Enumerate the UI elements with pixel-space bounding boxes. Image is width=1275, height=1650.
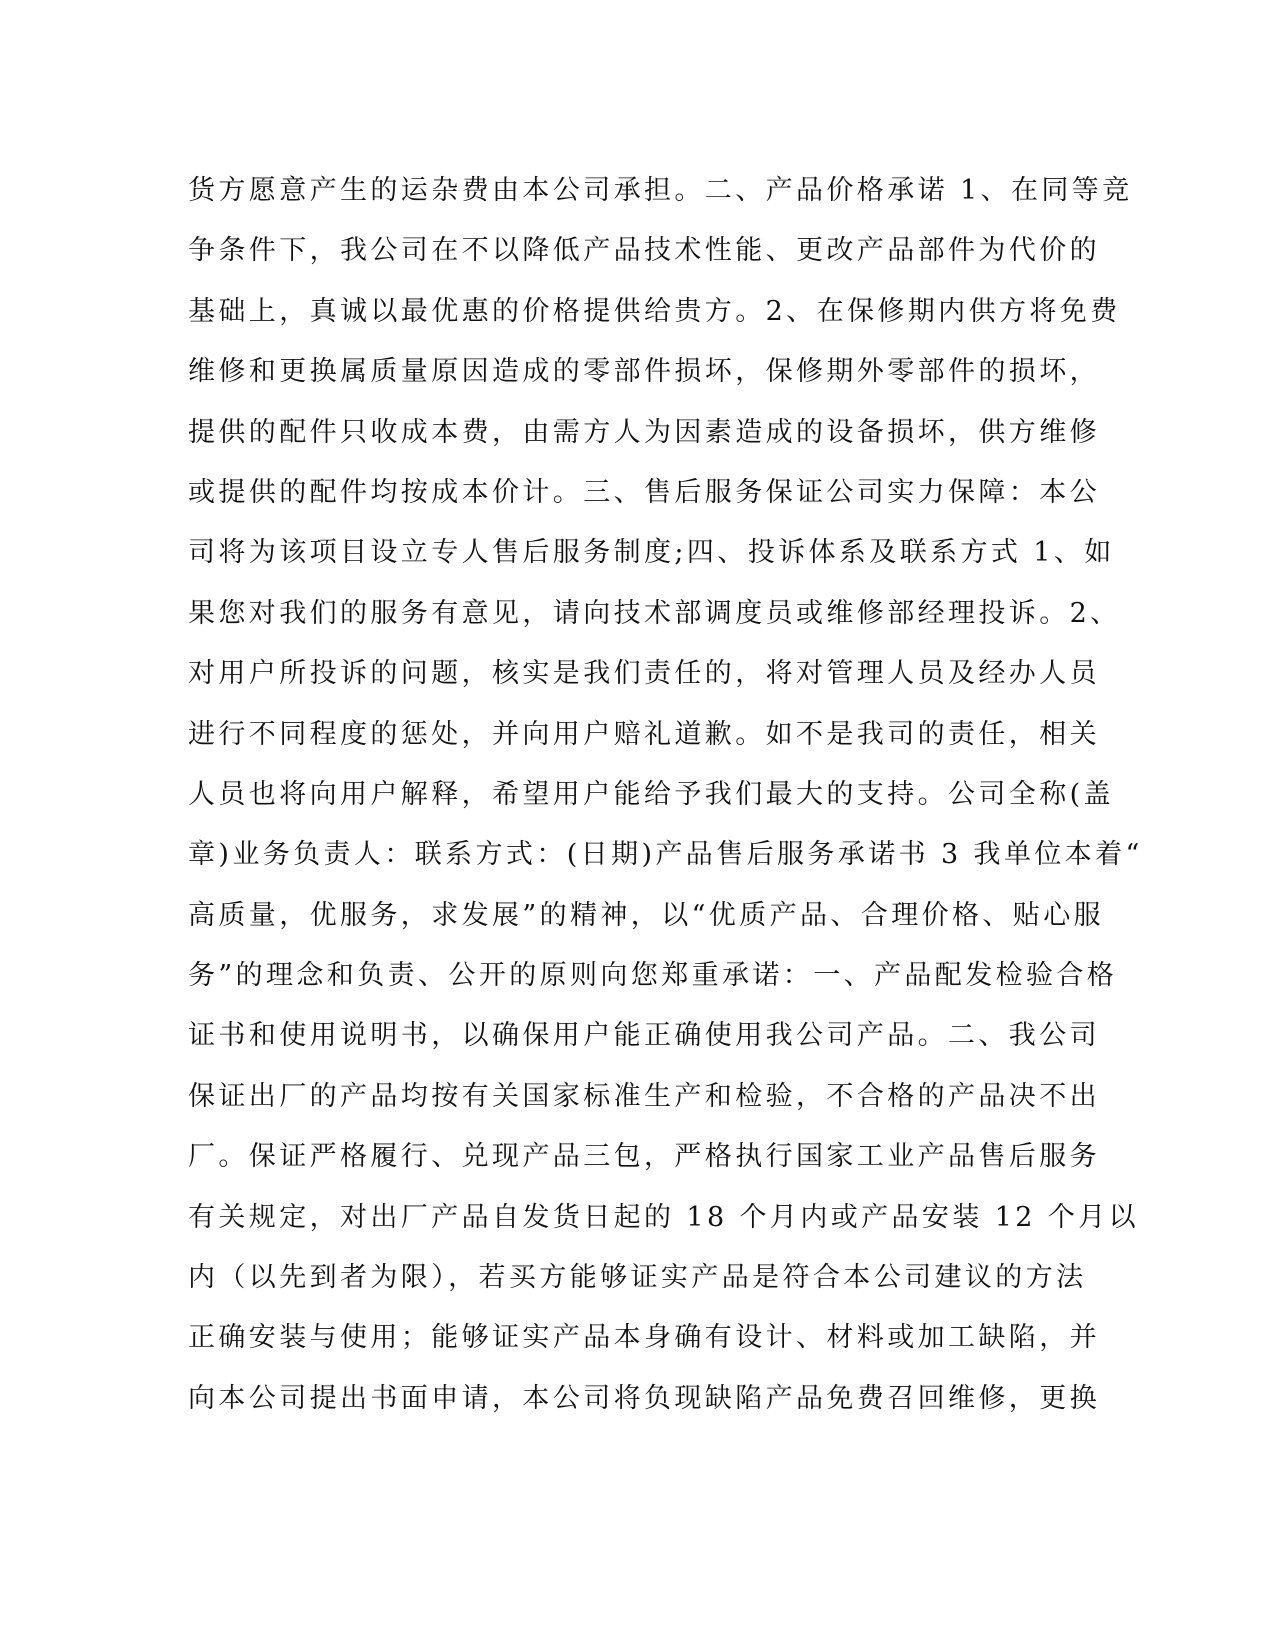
text-line: 司将为该项目设立专人售后服务制度;四、投诉体系及联系方式 1、如 bbox=[188, 537, 1115, 569]
text-line: 货方愿意产生的运杂费由本公司承担。二、产品价格承诺 1、在同等竞 bbox=[188, 175, 1133, 206]
text-line: 提供的配件只收成本费，由需方人为因素造成的设备损坏，供方维修 bbox=[188, 416, 1100, 448]
text-line: 章)业务负责人：联系方式：(日期)产品售后服务承诺书 3 我单位本着“ bbox=[188, 839, 1143, 871]
text-line: 或提供的配件均按成本价计。三、售后服务保证公司实力保障：本公 bbox=[188, 476, 1100, 508]
text-line: 正确安装与使用；能够证实产品本身确有设计、材料或加工缺陷，并 bbox=[188, 1322, 1100, 1354]
text-line: 保证出厂的产品均按有关国家标准生产和检验，不合格的产品决不出 bbox=[188, 1080, 1100, 1112]
text-line: 内（以先到者为限），若买方能够证实产品是符合本公司建议的方法 bbox=[188, 1262, 1087, 1294]
text-line: 维修和更换属质量原因造成的零部件损坏，保修期外零部件的损坏， bbox=[188, 356, 1100, 388]
text-line: 基础上，真诚以最优惠的价格提供给贵方。2、在保修期内供方将免费 bbox=[188, 295, 1121, 327]
text-line: 对用户所投诉的问题，核实是我们责任的，将对管理人员及经办人员 bbox=[188, 658, 1100, 690]
text-line: 向本公司提出书面申请，本公司将负现缺陷产品免费召回维修，更换 bbox=[188, 1382, 1100, 1414]
text-line: 有关规定，对出厂产品自发货日起的 18 个月内或产品安装 12 个月以 bbox=[188, 1201, 1140, 1233]
text-line: 证书和使用说明书，以确保用户能正确使用我公司产品。二、我公司 bbox=[188, 1020, 1100, 1052]
body-text bbox=[188, 161, 1143, 1429]
text-line: 争条件下，我公司在不以降低产品技术性能、更改产品部件为代价的 bbox=[188, 235, 1100, 267]
text-line: 务”的理念和负责、公开的原则向您郑重承诺：一、产品配发检验合格 bbox=[188, 960, 1118, 992]
text-line: 进行不同程度的惩处，并向用户赔礼道歉。如不是我司的责任，相关 bbox=[188, 718, 1100, 750]
text-line: 厂。保证严格履行、兑现产品三包，严格执行国家工业产品售后服务 bbox=[188, 1141, 1100, 1173]
text-line: 人员也将向用户解释，希望用户能给予我们最大的支持。公司全称(盖 bbox=[188, 778, 1114, 810]
text-line: 高质量，优服务，求发展”的精神，以“优质产品、合理价格、贴心服 bbox=[188, 899, 1105, 931]
text-line: 果您对我们的服务有意见，请向技术部调度员或维修部经理投诉。2、 bbox=[188, 597, 1121, 629]
